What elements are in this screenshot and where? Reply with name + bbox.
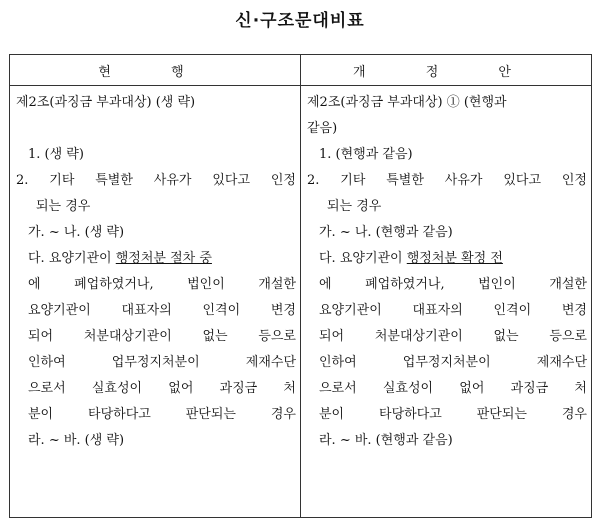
comparison-table [9,54,592,518]
current-column [10,86,301,518]
current-item1: 1. (생 략) [28,147,84,162]
da-underlined-text: 행정처분 확정 전 [406,251,503,266]
proposed-article-line2: 같음) [307,121,338,136]
proposed-column [301,86,592,518]
proposed-da-line6: 으로서 실효성이 없어 과징금 처 [319,381,587,396]
da-underlined-text: 행정처분 절차 중 [115,251,212,266]
proposed-da-line3: 요양기관이 대표자의 인격이 변경 [319,303,587,318]
current-item2-line2: 되는 경우 [36,199,91,214]
proposed-article-line1: 제2조(과징금 부과대상) ① (현행과 [307,95,507,110]
proposed-item2-line1: 2. 기타 특별한 사유가 있다고 인정 [307,173,587,188]
current-da-line3: 요양기관이 대표자의 인격이 변경 [28,303,296,318]
proposed-item1: 1. (현행과 같음) [319,147,413,162]
da-prefix: 다. 요양기관이 [319,251,407,266]
spacer [16,116,296,142]
proposed-ra-ba: 라. ~ 바. (현행과 같음) [319,433,453,448]
current-article: 제2조(과징금 부과대상) (생 략) [16,95,196,110]
current-da-line6: 으로서 실효성이 없어 과징금 처 [28,381,296,396]
current-item2-line1: 2. 기타 특별한 사유가 있다고 인정 [16,173,296,188]
current-da-line5: 인하여 업무정지처분이 제재수단 [28,355,296,370]
proposed-da-line1 [307,246,587,272]
da-prefix: 다. 요양기관이 [28,251,116,266]
current-ra-ba: 라. ~ 바. (생 략) [28,433,125,448]
proposed-da-line2: 에 폐업하였거나, 법인이 개설한 [319,277,587,292]
current-ga-na: 가. ~ 나. (생 략) [28,225,125,240]
proposed-da-line4: 되어 처분대상기관이 없는 등으로 [319,329,587,344]
current-da-line7: 분이 타당하다고 판단되는 경우 [28,407,296,422]
page-title: 신·구조문대비표 [235,11,365,31]
current-da-line1 [16,246,296,272]
header-current: 현 행 [10,55,301,86]
header-proposed: 개 정 안 [301,55,592,86]
current-da-line2: 에 폐업하였거나, 법인이 개설한 [28,277,296,292]
proposed-item2-line2: 되는 경우 [327,199,382,214]
current-da-line4: 되어 처분대상기관이 없는 등으로 [28,329,296,344]
proposed-da-line5: 인하여 업무정지처분이 제재수단 [319,355,587,370]
proposed-da-line7: 분이 타당하다고 판단되는 경우 [319,407,587,422]
proposed-ga-na: 가. ~ 나. (현행과 같음) [319,225,453,240]
